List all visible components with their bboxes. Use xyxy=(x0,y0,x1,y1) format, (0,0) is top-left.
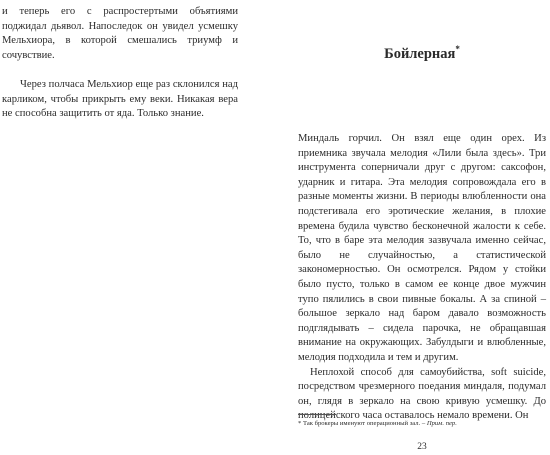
chapter-title-text: Бойлерная xyxy=(384,45,456,62)
footnote-dash: – xyxy=(420,420,427,427)
left-paragraph-2: Через полчаса Мельхиор еще раз склонился над карликом, чтобы прикрыть ему веки. Никакая вера не способна защитить от яда. Только знание. xyxy=(2,78,238,120)
page-number: 23 xyxy=(417,442,427,452)
chapter-title xyxy=(298,40,546,63)
left-paragraph-1: и теперь его с распростертыми объятиями поджидал дьявол. Напоследок он увидел усмешку Мельхиора, в которой смешались триумф и сочувствие. xyxy=(2,6,238,61)
body-paragraph-2: Неплохой способ для самоубийства, soft suicide, посредством чрезмерного поедания миндаля, подумал он, глядя в зеркало на свою кривую усмешку. До полицейского часа оставалось немало времени. Он xyxy=(298,366,546,422)
footnote-mark: * xyxy=(298,420,302,427)
footnote-translator-note: Прим. пер. xyxy=(426,420,457,427)
body-paragraph-1: Миндаль горчил. Он взял еще один орех. Из приемника звучала мелодия «Лили была здесь». Три инструмента соперничали друг с другом: саксофон, ударник и гитара. Эта мелодия сопровождала его в разные моменты жизни. В периоды влюбленности она подстегивала его эротические желания, в плохие времена будила чувство бесконечной жалости к себе. То, что в баре эта мелодия зазвучала именно сейчас, было не случайностью, а статистической закономерностью. Он осмотрелся. Рядом у стойки было пусто, только в самом ее конце двое мужчин тупо пялились в свои пивные бокалы. А за спиной – большое зеркало над баром давало возможность подглядывать – сидела парочка, не обращавшая внимание на окружающих. Забулдыги и влюбленные, мелодия подходила и тем и другим. xyxy=(298,133,546,363)
left-page-text xyxy=(2,5,238,122)
chapter-body xyxy=(298,132,546,424)
footnote xyxy=(298,419,546,428)
left-page xyxy=(0,0,260,455)
right-page xyxy=(298,0,546,455)
footnote-divider xyxy=(298,414,336,415)
footnote-text: Так брокеры именуют операционный зал. xyxy=(302,420,421,427)
footnote-reference-mark: * xyxy=(455,44,460,54)
